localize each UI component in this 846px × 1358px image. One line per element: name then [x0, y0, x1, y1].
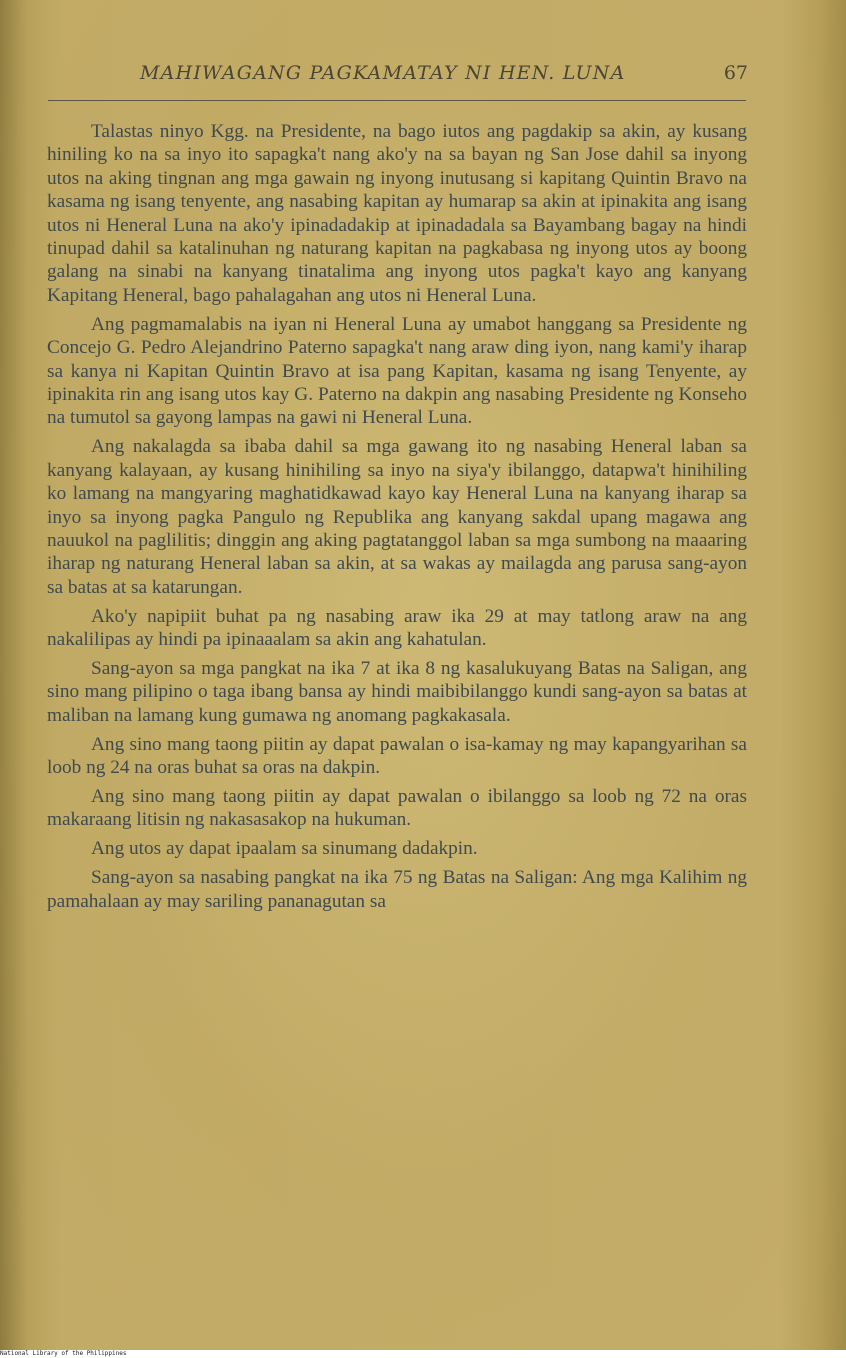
paragraph: Ang sino mang taong piitin ay dapat pawalan o isa-kamay ng may kapangyarihan sa loob ng 24 na oras buhat sa oras na dakpin.	[47, 733, 747, 779]
body-text	[47, 120, 747, 919]
header-rule	[48, 100, 746, 101]
running-title: MAHIWAGANG PAGKAMATAY NI HEN. LUNA	[140, 62, 626, 84]
footer-strip	[0, 1350, 846, 1358]
paragraph: Sang-ayon sa nasabing pangkat na ika 75 ng Batas na Saligan: Ang mga Kalihim ng pamahalaan ay may sariling pananagutan sa	[47, 867, 747, 912]
paragraph: Talastas ninyo Kgg. na Presidente, na bago iutos ang pagdakip sa akin, ay kusang hiniling ko na sa inyo ito sapagka't nang ako'y na sa bayan ng San Jose dahil sa inyong utos na aking tingnan ang mga gawain ng inyong inutusang si kapitang Quintin Bravo na kasama ng isang tenyente, ang nasabing kapitan ay humarap sa akin at ipinakita ang isang utos ni Heneral Luna na ako'y ipinadadakip at ipinadadala sa Bayambang bagay na hindi tinupad dahil sa katalinuhan ng naturang kapitan na pagkabasa ng inyong utos ay boong galang na sinabi na kanyang tinatalima ang inyong utos pagka't kayo ang kanyang Kapitang Heneral, bago pahalagahan ang utos ni Heneral Luna.	[47, 121, 747, 306]
paragraph: Ang pagmamalabis na iyan ni Heneral Luna ay umabot hanggang sa Presidente ng Concejo G. Pedro Alejandrino Paterno sapagka't nang araw ding iyon, nang kami'y iharap sa kanya ni Kapitan Quintin Bravo at isa pang Kapitan, kasama ng isang Tenyente, ay ipinakita rin ang isang utos kay G. Paterno na dakpin ang nasabing Presidente ng Konseho na tumutol sa gayong lampas na gawi ni Heneral Luna.	[47, 313, 747, 429]
paragraph: Sang-ayon sa mga pangkat na ika 7 at ika 8 ng kasalukuyang Batas na Saligan, ang sino mang pilipino o taga ibang bansa ay hindi maibibilanggo kundi sang-ayon sa batas at maliban na lamang kung gumawa ng anomang pagkakasala.	[47, 657, 747, 726]
paragraph: Ako'y napipiit buhat pa ng nasabing araw ika 29 at may tatlong araw na ang nakalilipas ay hindi pa ipinaaalam sa akin ang kahatulan.	[47, 605, 747, 651]
page-number: 67	[723, 62, 748, 84]
page-header	[48, 62, 748, 96]
paragraph: Ang sino mang taong piitin ay dapat pawalan o ibilanggo sa loob ng 72 na oras makaraang litisin ng nakasasakop na hukuman.	[47, 785, 747, 831]
footer-credit: National Library of the Philippines	[0, 1350, 127, 1357]
paragraph: Ang utos ay dapat ipaalam sa sinumang dadakpin.	[91, 838, 478, 860]
paragraph: Ang nakalagda sa ibaba dahil sa mga gawang ito ng nasabing Heneral laban sa kanyang kalayaan, ay kusang hinihiling sa inyo na siya'y ibilanggo, datapwa't hinihiling ko lamang na mangyaring maghatidkawad kayo kay Heneral Luna na kanyang iharap sa inyo sa inyong pagka Pangulo ng Republika ang kanyang sakdal upang magawa ang nauukol na paglilitis; dinggin ang aking pagtatanggol laban sa mga sumbong na maaaring iharap ng naturang Heneral laban sa akin, at sa wakas ay mailagda ang parusa sang-ayon sa batas at sa katarungan.	[47, 436, 747, 598]
